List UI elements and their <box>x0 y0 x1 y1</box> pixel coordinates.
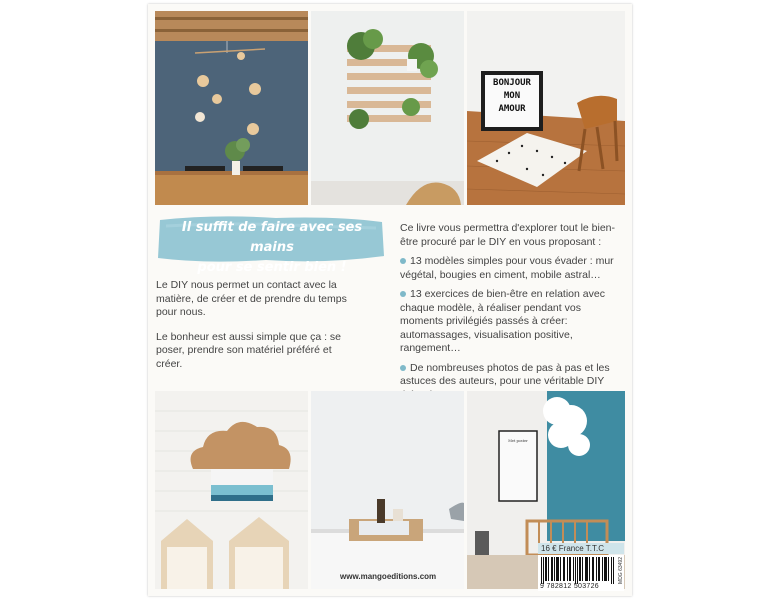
description-bullet-1 <box>400 255 626 282</box>
intro-text <box>156 279 356 382</box>
description-text <box>400 222 626 408</box>
bullet-dot-icon <box>400 365 406 371</box>
quote-heading <box>162 218 382 278</box>
poster-text: Met poster <box>508 439 528 443</box>
isbn-barcode <box>538 555 624 591</box>
photo-plant-wall <box>311 11 464 205</box>
sign-line-3: AMOUR <box>498 104 526 114</box>
quote-line-2: pour se sentir bien ! <box>197 260 347 275</box>
photo-bath-tray <box>311 391 464 589</box>
isbn-digits: 9 782812 503726 <box>540 583 599 590</box>
sign-line-2: MON <box>503 91 521 101</box>
bullet-text-2: 13 exercices de bien-être en relation avec chaque modèle, à réaliser pendant vos moments privilégiés passés à créer: automassages, visualisation positive, rangement… <box>400 288 605 354</box>
intro-paragraph-1: Le DIY nous permet un contact avec la matière, de créer et de prendre du temps pour nous. <box>156 279 347 318</box>
price-label: 16 € France T.T.C <box>538 543 624 554</box>
description-bullet-2 <box>400 288 626 356</box>
bullet-dot-icon <box>400 291 406 297</box>
quote-line-1: Il suffit de faire avec ses mains <box>181 220 363 255</box>
website-url: www.mangoeditions.com <box>340 572 437 581</box>
photo-cork-cloud <box>155 391 308 589</box>
photo-bonjour-sign <box>467 11 625 205</box>
sign-line-1: BONJOUR <box>493 78 531 88</box>
barcode-icon <box>541 557 619 584</box>
isbn-side-code: MDG 63492 <box>618 557 624 584</box>
sign-text <box>485 77 539 116</box>
bullet-text-3: De nombreuses photos de pas à pas et les astuces des auteurs, pour une véritable DIY <box>400 361 610 387</box>
intro-paragraph-2: Le bonheur est aussi simple que ça : se poser, prendre son matériel préféré et créer. <box>156 330 342 370</box>
photo-moon-mobile <box>155 11 308 205</box>
bullet-dot-icon <box>400 258 406 264</box>
bullet-text-1: 13 modèles simples pour vous évader : mur végétal, bougies en ciment, mobile astral… <box>400 255 614 281</box>
description-lead: Ce livre vous permettra d'explorer tout le bien-être procuré par le DIY en vous proposant : <box>400 222 616 248</box>
book-back-cover <box>148 4 632 596</box>
